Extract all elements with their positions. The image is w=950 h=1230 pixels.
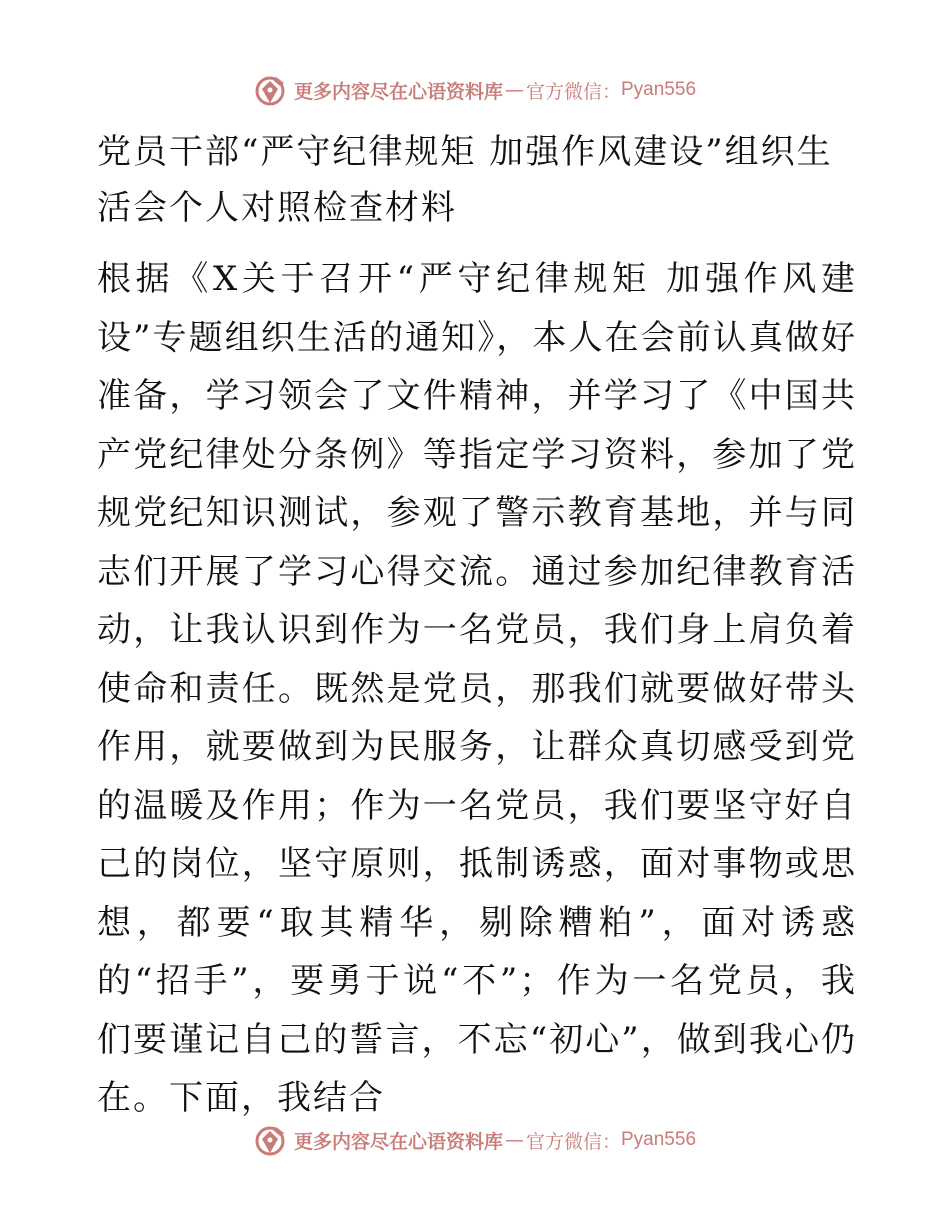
footer-banner bbox=[0, 1118, 950, 1162]
banner-separator: — bbox=[504, 1129, 524, 1151]
banner-wechat-id: Pyan556 bbox=[621, 1129, 697, 1150]
banner-wechat-label: 官方微信： bbox=[525, 80, 621, 103]
pen-nib-logo-icon bbox=[254, 73, 288, 107]
banner-main-text: 更多内容尽在心语资料库 bbox=[293, 1130, 503, 1153]
pen-nib-logo-icon bbox=[254, 1123, 288, 1157]
document-paragraph: 根据《X关于召开“严守纪律规矩 加强作风建设”专题组织生活的通知》，本人在会前认真做好准备，学习领会了文件精神，并学习了《中国共产党纪律处分条例》等指定学习资料，参加了党规党纪知识测试，参观了警示教育基地，并与同志们开展了学习心得交流。通过参加纪律教育活动，让我认识到作为一名党员，我们身上肩负着使命和责任。既然是党员，那我们就要做好带头作用，就要做到为民服务，让群众真切感受到党的温暖及作用；作为一名党员，我们要坚守好自己的岗位，坚守原则，抵制诱惑，面对事物或思想，都要“取其精华，剔除糟粕”，面对诱惑的“招手”，要勇于说“不”；作为一名党员，我们要谨记自己的誓言，不忘“初心”，做到我心仍在。下面，我结合 bbox=[97, 259, 857, 1118]
document-title: 党员干部“严守纪律规矩 加强作风建设”组织生活会个人对照检查材料 bbox=[97, 132, 833, 228]
banner-wechat-label: 官方微信： bbox=[525, 1130, 621, 1153]
banner-separator: — bbox=[504, 79, 524, 101]
banner-wechat-id: Pyan556 bbox=[621, 79, 697, 100]
header-banner bbox=[0, 68, 950, 112]
banner-main-text: 更多内容尽在心语资料库 bbox=[293, 80, 503, 103]
